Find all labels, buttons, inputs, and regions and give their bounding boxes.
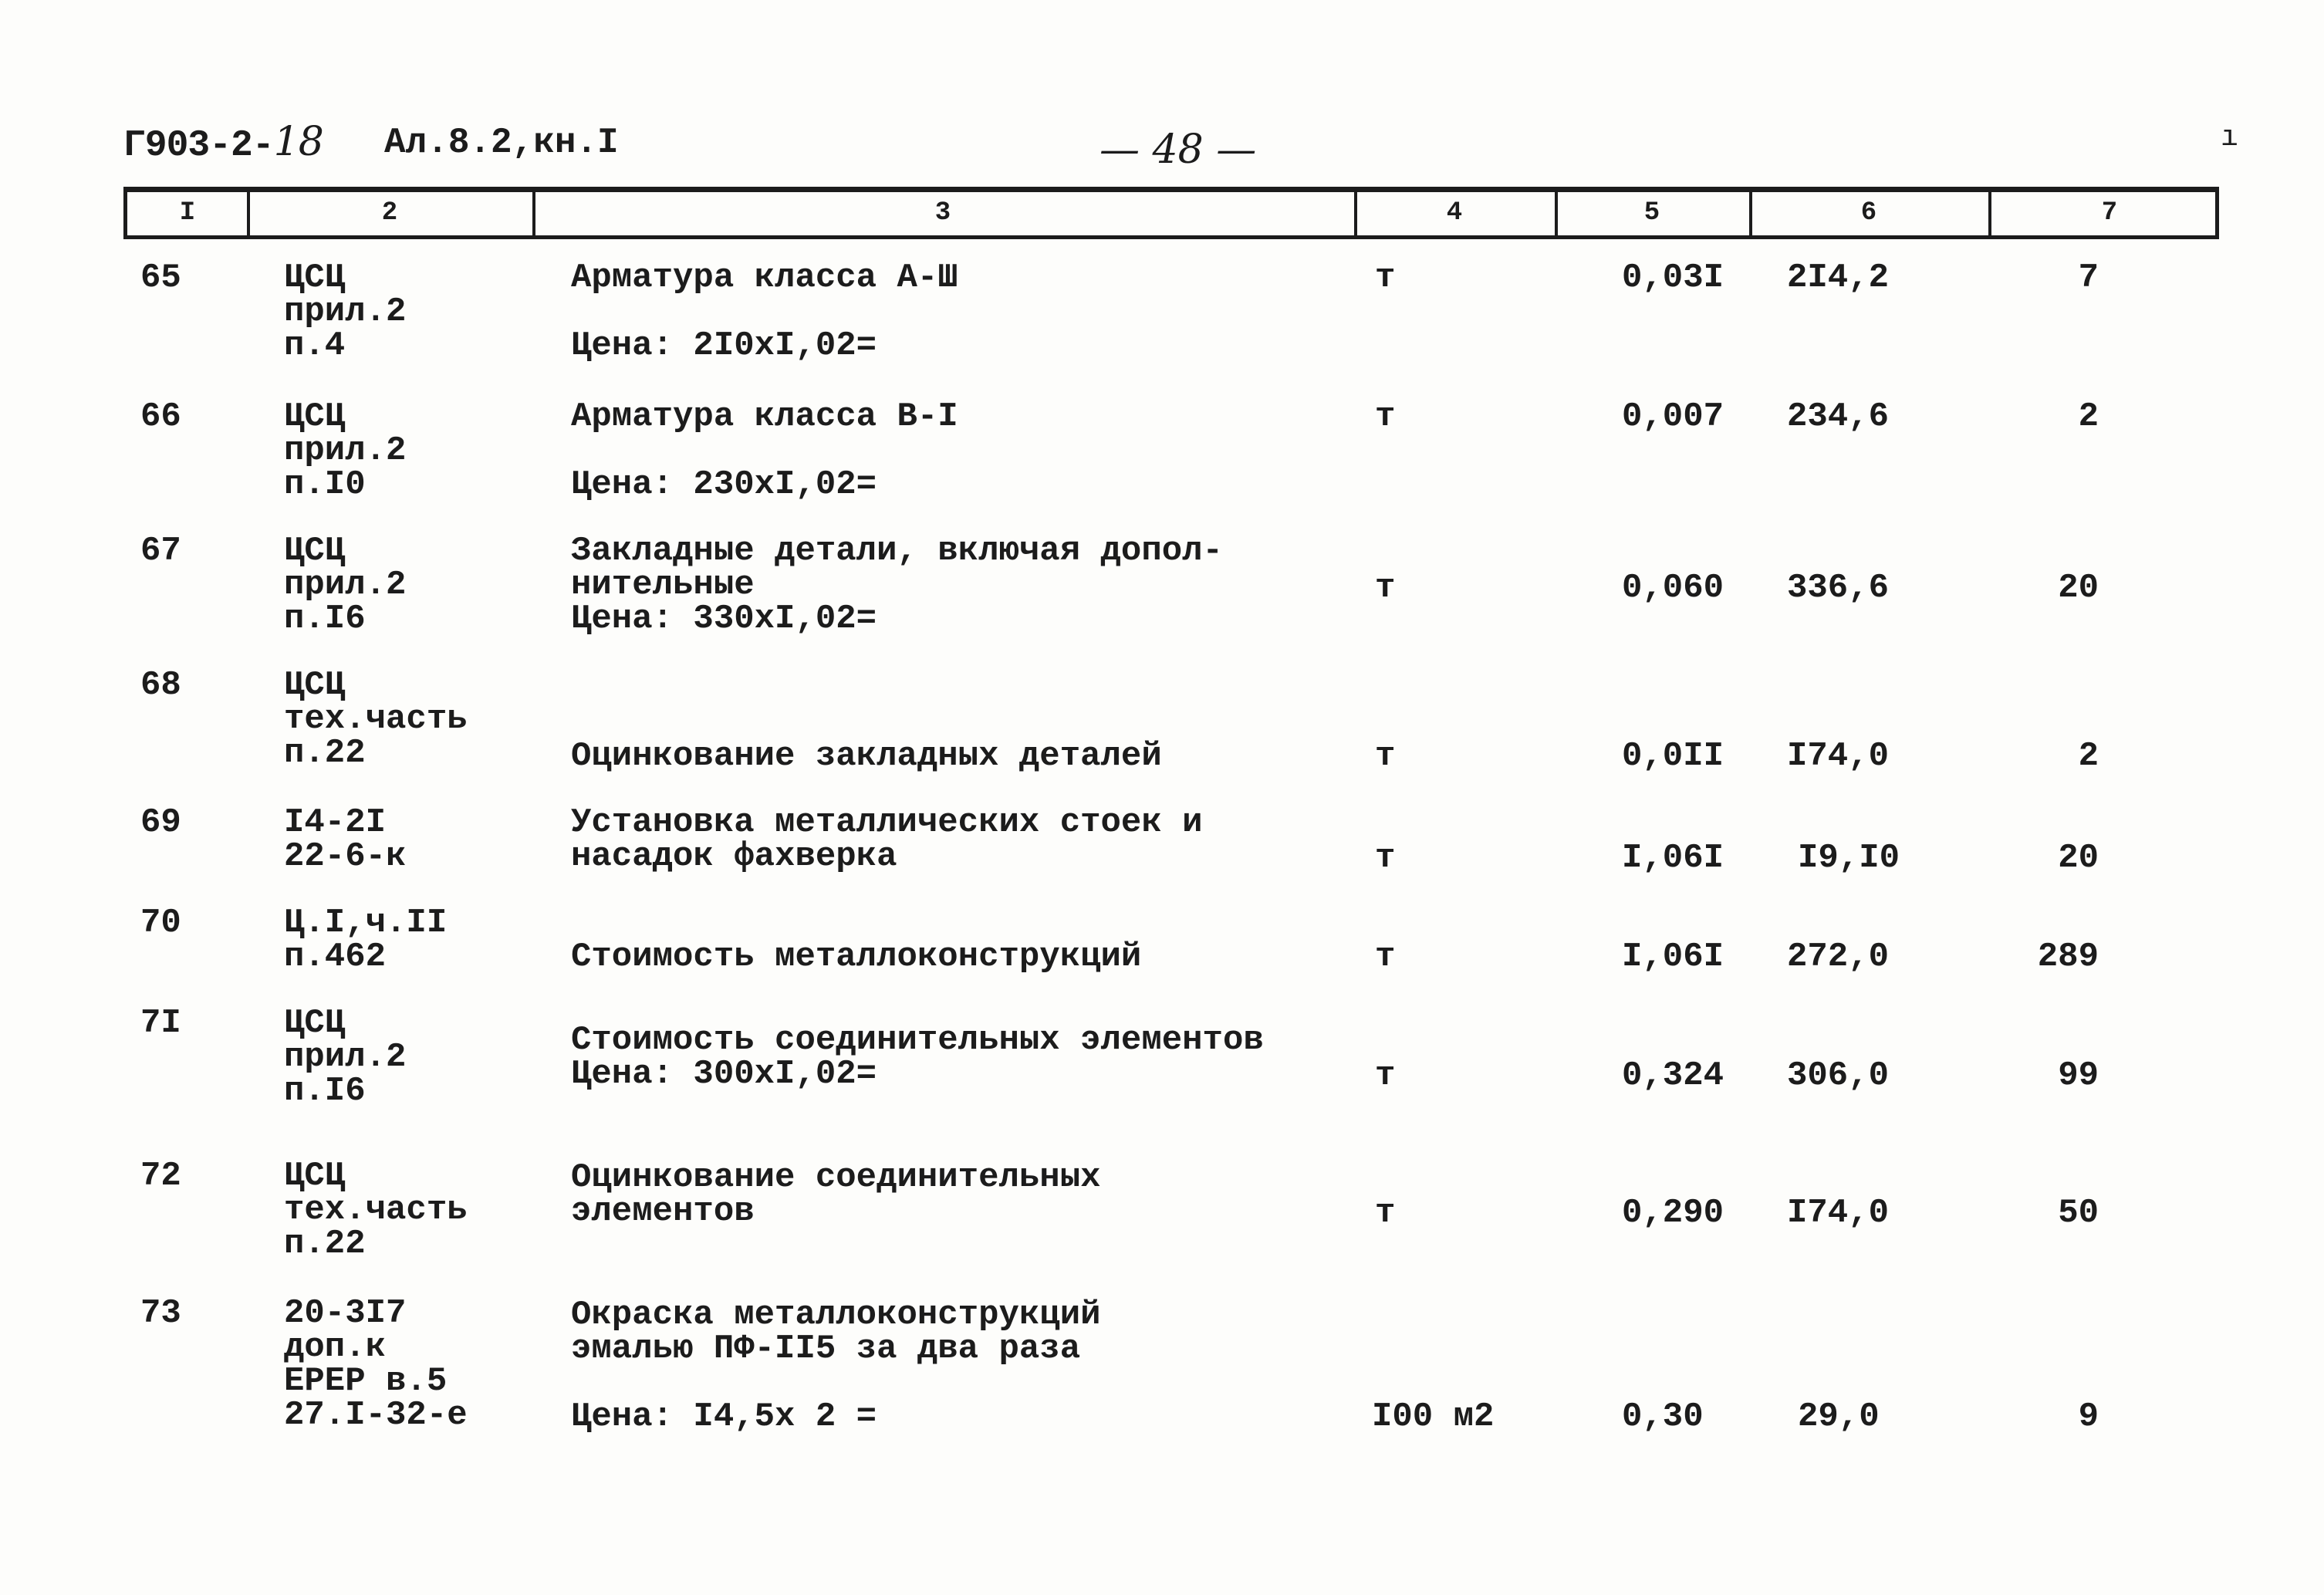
column-header-row [123,187,2219,239]
quantity: 0,324 [1622,1056,1724,1095]
unit-price: 306,0 [1787,1056,1890,1095]
document-code-prefix: Г903-2- [123,125,274,167]
unit: т [1375,1056,1396,1095]
price-reference: Ц.I,ч.II п.462 [284,904,448,976]
column-number: 7 [2101,198,2118,228]
quantity: 0,060 [1622,569,1724,607]
item-description: Окраска металлоконструкций эмалью ПФ-II5 за два раза Цена: I4,5x 2 = [571,1296,1101,1436]
row-number: 70 [140,904,181,942]
unit-price: I9,I0 [1798,839,1900,877]
total-cost: 2 [2078,397,2099,436]
row-number: 65 [140,259,181,297]
unit: т [1375,397,1396,436]
total-cost: 20 [2058,839,2099,877]
unit-price: 2I4,2 [1787,259,1890,297]
quantity: 0,30 [1622,1397,1704,1436]
column-divider [532,192,535,235]
quantity: 0,0II [1622,737,1724,776]
column-divider [1988,192,1991,235]
price-reference: ЦСЦ прил.2 п.I0 [284,397,407,504]
price-reference: ЦСЦ тех.часть п.22 [284,666,468,772]
unit-price: 272,0 [1787,938,1890,976]
price-reference: ЦСЦ прил.2 п.I6 [284,1004,407,1110]
price-reference: ЦСЦ прил.2 п.I6 [284,532,407,638]
item-description: Установка металлических стоек и насадок фахверка [571,803,1203,876]
quantity: I,06I [1622,938,1724,976]
unit: т [1375,839,1396,877]
total-cost: 50 [2058,1194,2099,1232]
column-divider [1354,192,1357,235]
column-divider [1749,192,1752,235]
unit-price: I74,0 [1787,737,1890,776]
unit: I00 м2 [1372,1397,1495,1436]
price-reference: ЦСЦ прил.2 п.4 [284,259,407,365]
row-number: 73 [140,1294,181,1333]
column-number: 5 [1643,198,1660,228]
total-cost: 289 [2037,938,2099,976]
item-description: Оцинкование закладных деталей [571,737,1162,776]
column-divider [1555,192,1558,235]
unit: т [1375,259,1396,297]
row-number: 72 [140,1157,181,1195]
unit-price: 29,0 [1798,1397,1880,1436]
row-number: 69 [140,803,181,842]
column-number: 6 [1860,198,1877,228]
column-number: 3 [934,198,951,228]
quantity: 0,007 [1622,397,1724,436]
item-description: Стоимость соединительных элементов Цена: 300xI,02= [571,1021,1264,1093]
document-code-handwritten: 18 [273,119,323,165]
unit: т [1375,569,1396,607]
unit: т [1375,938,1396,976]
unit-price: 234,6 [1787,397,1890,436]
column-number: I [179,198,196,228]
item-description: Стоимость металлоконструкций [571,938,1142,976]
row-number: 67 [140,532,181,570]
row-number: 68 [140,666,181,705]
total-cost: 9 [2078,1397,2099,1436]
item-description: Арматура класса А-Ш Цена: 2I0xI,02= [571,259,958,365]
quantity: I,06I [1622,839,1724,877]
corner-mark: ı [2221,121,2238,154]
quantity: 0,290 [1622,1194,1724,1232]
total-cost: 7 [2078,259,2099,297]
total-cost: 2 [2078,737,2099,776]
total-cost: 99 [2058,1056,2099,1095]
row-number: 7I [140,1004,181,1042]
unit-price: 336,6 [1787,569,1890,607]
unit: т [1375,737,1396,776]
quantity: 0,03I [1622,259,1724,297]
album-reference: Ал.8.2,кн.I [384,123,619,163]
price-reference: ЦСЦ тех.часть п.22 [284,1157,468,1263]
total-cost: 20 [2058,569,2099,607]
column-divider [247,192,250,235]
item-description: Арматура класса В-I Цена: 230xI,02= [571,397,958,504]
page-number: — 48 — [1100,127,1257,173]
column-number: 2 [381,198,398,228]
row-number: 66 [140,397,181,436]
item-description: Оцинкование соединительных элементов [571,1158,1101,1231]
price-reference: I4-2I 22-6-к [284,803,407,876]
price-reference: 20-3I7 доп.к ЕРЕР в.5 27.I-32-е [284,1294,468,1434]
item-description: Закладные детали, включая допол- нительные Цена: 330xI,02= [571,532,1223,638]
unit: т [1375,1194,1396,1232]
unit-price: I74,0 [1787,1194,1890,1232]
column-number: 4 [1446,198,1463,228]
document-code [123,119,323,167]
